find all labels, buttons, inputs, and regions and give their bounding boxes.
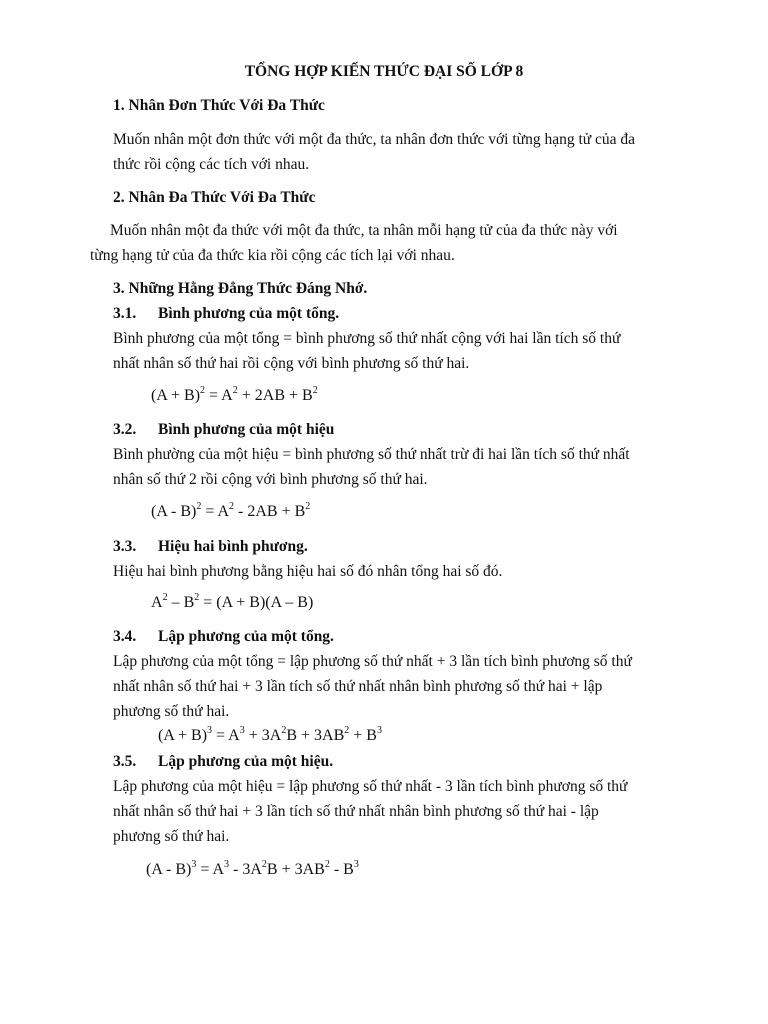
subsection-3-2-heading: Bình phương của một hiệu	[158, 421, 335, 438]
formula-difference-of-squares: $A^2 - B^2 = (A + B)(A - B)$	[151, 592, 314, 611]
document-title: TỔNG HỢP KIẾN THỨC ĐẠI SỐ LỚP 8	[244, 63, 524, 80]
subsection-3-4-text-line-1: Lập phương của một tổng = lập phương số thứ nhất + 3 lần tích bình phương số thứ	[113, 653, 632, 670]
subsection-3-1-number: 3.1.	[113, 305, 137, 322]
subsection-3-2-text-line-2: nhân số thứ 2 rồi cộng với bình phương số thứ hai.	[113, 471, 428, 488]
subsection-3-4-heading: Lập phương của một tổng.	[158, 628, 334, 645]
subsection-3-5-heading: Lập phương của một hiệu.	[158, 753, 334, 770]
section-2-text-line-2: từng hạng tử của đa thức kia rồi cộng các tích lại với nhau.	[90, 247, 455, 264]
subsection-3-2-number: 3.2.	[113, 421, 137, 438]
subsection-3-2-text-line-1: Bình phường của một hiệu = bình phương số thứ nhất trừ đi hai lần tích số thứ nhất	[113, 446, 630, 463]
subsection-3-5-text-line-3: phương số thứ hai.	[113, 828, 230, 845]
formula-square-of-difference: $(A - B)^2 = A^2 - 2AB + B^2$	[151, 501, 311, 520]
subsection-3-3-number: 3.3.	[113, 538, 137, 555]
subsection-3-5-number: 3.5.	[113, 753, 137, 770]
subsection-3-1-text-line-2: nhất nhân số thứ hai rồi cộng với bình phương số thứ hai.	[113, 355, 470, 372]
section-3-heading: 3. Những Hằng Đẳng Thức Đáng Nhớ.	[113, 280, 368, 297]
section-1-text-line-2: thức rồi cộng các tích với nhau.	[113, 156, 310, 173]
section-1-heading: 1. Nhân Đơn Thức Với Đa Thức	[113, 97, 325, 114]
formula-square-of-sum: $(A + B)^2 = A^2 + 2AB + B^2$	[151, 385, 318, 404]
subsection-3-4-text-line-2: nhất nhân số thứ hai + 3 lần tích số thứ nhất nhân bình phương số thứ hai + lập	[113, 678, 603, 695]
subsection-3-1-text-line-1: Bình phương của một tổng = bình phương số thứ nhất cộng với hai lần tích số thứ	[113, 330, 621, 347]
subsection-3-4-number: 3.4.	[113, 628, 137, 645]
subsection-3-5-text-line-2: nhất nhân số thứ hai + 3 lần tích số thứ nhất nhân bình phương số thứ hai - lập	[113, 803, 599, 820]
subsection-3-3-heading: Hiệu hai bình phương.	[158, 538, 308, 555]
subsection-3-5-text-line-1: Lập phương của một hiệu = lập phương số thứ nhất - 3 lần tích bình phương số thứ	[113, 778, 628, 795]
formula-cube-of-difference: $(A - B)^3 = A^3 - 3A^2B + 3AB^2 - B^3$	[146, 859, 359, 878]
section-2-text-line-1: Muốn nhân một đa thức với một đa thức, ta nhân mỗi hạng tử của đa thức này với	[110, 222, 618, 239]
section-1-text-line-1: Muốn nhân một đơn thức với một đa thức, ta nhân đơn thức với từng hạng tử của đa	[113, 131, 636, 148]
subsection-3-3-text-line-1: Hiệu hai bình phương bằng hiệu hai số đó nhân tổng hai số đó.	[113, 563, 503, 580]
subsection-3-1-heading: Bình phương của một tổng.	[158, 305, 340, 322]
section-2-heading: 2. Nhân Đa Thức Với Đa Thức	[113, 189, 316, 206]
subsection-3-4-text-line-3: phương số thứ hai.	[113, 703, 230, 720]
formula-cube-of-sum: $(A + B)^3 = A^3 + 3A^2B + 3AB^2 + B^3$	[158, 725, 382, 744]
